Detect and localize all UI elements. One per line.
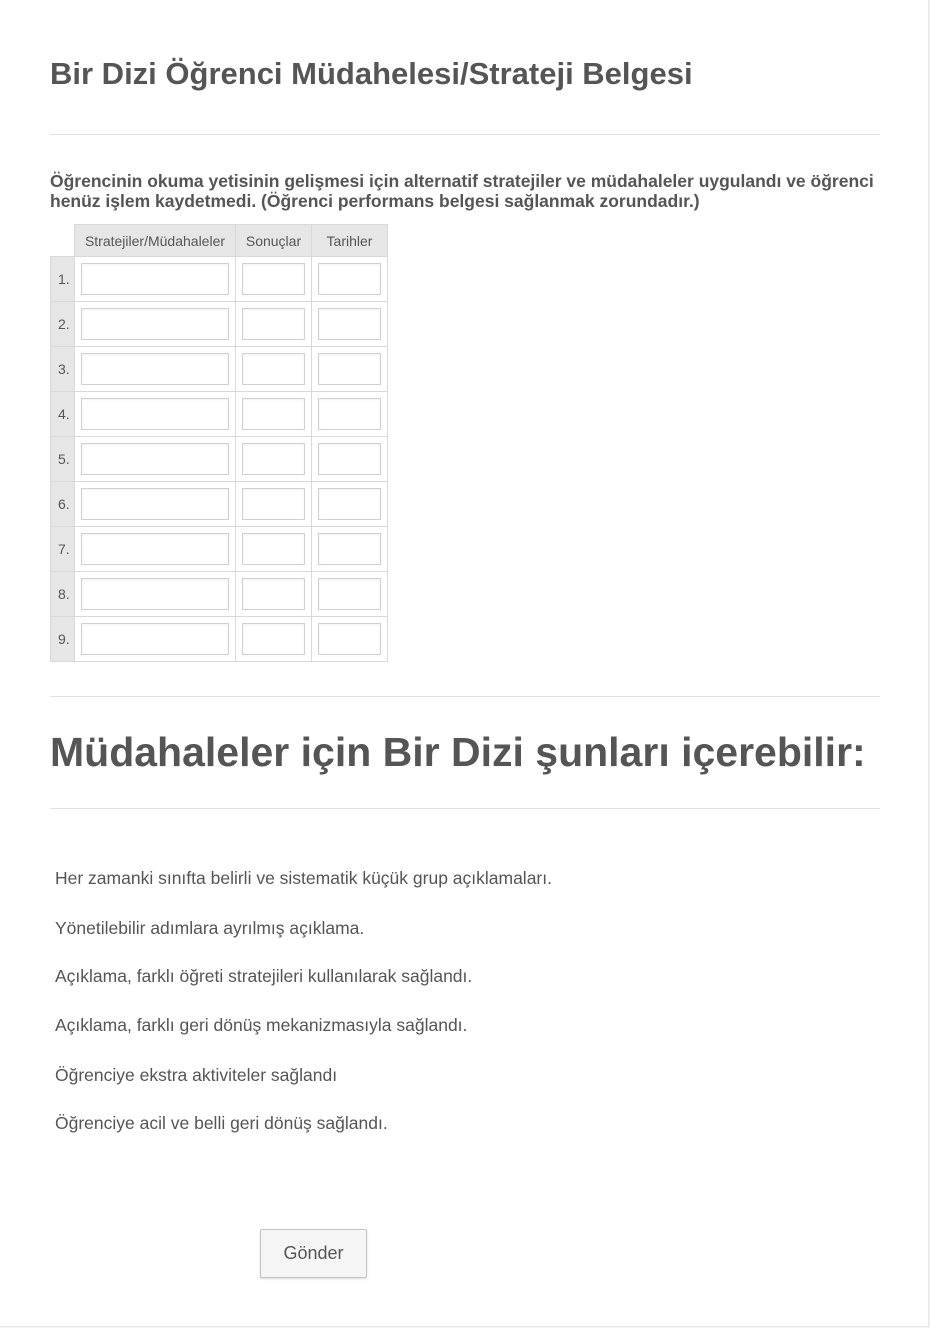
- table-row: [51, 302, 388, 347]
- list-item: Açıklama, farklı öğreti stratejileri kullanılarak sağlandı.: [55, 966, 473, 986]
- result-input-row-8[interactable]: [242, 578, 305, 610]
- table-cell: [236, 257, 312, 302]
- date-input-row-3[interactable]: [318, 353, 381, 385]
- strategy-input-row-6[interactable]: [81, 488, 229, 520]
- table-cell: [312, 572, 388, 617]
- date-input-row-8[interactable]: [318, 578, 381, 610]
- result-input-row-3[interactable]: [242, 353, 305, 385]
- table-cell: [312, 527, 388, 572]
- date-input-row-7[interactable]: [318, 533, 381, 565]
- row-label: 1.: [51, 257, 75, 302]
- date-input-row-2[interactable]: [318, 308, 381, 340]
- table-row: [51, 347, 388, 392]
- list-item: Öğrenciye acil ve belli geri dönüş sağlandı.: [55, 1113, 388, 1133]
- submit-button[interactable]: Gönder: [260, 1229, 367, 1278]
- table-cell: [75, 482, 236, 527]
- table-cell: [75, 527, 236, 572]
- section-heading: Müdahaleler için Bir Dizi şunları içerebilir:: [50, 729, 866, 775]
- table-corner: [51, 225, 75, 257]
- table-cell: [236, 437, 312, 482]
- table-cell: [312, 347, 388, 392]
- list-item: Her zamanki sınıfta belirli ve sistematik küçük grup açıklamaları.: [55, 868, 552, 888]
- list-item: Öğrenciye ekstra aktiviteler sağlandı: [55, 1065, 338, 1085]
- table-cell: [75, 302, 236, 347]
- result-input-row-9[interactable]: [242, 623, 305, 655]
- column-header-strategies: Stratejiler/Müdahaleler: [75, 225, 236, 257]
- date-input-row-5[interactable]: [318, 443, 381, 475]
- table-cell: [75, 347, 236, 392]
- table-cell: [312, 302, 388, 347]
- table-row: [51, 257, 388, 302]
- column-header-dates: Tarihler: [312, 225, 388, 257]
- table-cell: [312, 257, 388, 302]
- table-row: [51, 482, 388, 527]
- row-label: 5.: [51, 437, 75, 482]
- date-input-row-1[interactable]: [318, 263, 381, 295]
- strategy-input-row-4[interactable]: [81, 398, 229, 430]
- table-cell: [75, 437, 236, 482]
- table-cell: [236, 347, 312, 392]
- strategy-input-row-1[interactable]: [81, 263, 229, 295]
- row-label: 4.: [51, 392, 75, 437]
- table-row: [51, 527, 388, 572]
- strategy-input-row-8[interactable]: [81, 578, 229, 610]
- list-item: Yönetilebilir adımlara ayrılmış açıklama.: [55, 918, 365, 938]
- table-cell: [75, 617, 236, 662]
- input-table: [50, 224, 388, 662]
- row-label: 7.: [51, 527, 75, 572]
- strategy-input-row-3[interactable]: [81, 353, 229, 385]
- table-row: [51, 392, 388, 437]
- page-title: Bir Dizi Öğrenci Müdahelesi/Strateji Belgesi: [50, 56, 693, 91]
- table-cell: [312, 617, 388, 662]
- row-label: 2.: [51, 302, 75, 347]
- result-input-row-4[interactable]: [242, 398, 305, 430]
- row-label: 8.: [51, 572, 75, 617]
- result-input-row-2[interactable]: [242, 308, 305, 340]
- row-label: 3.: [51, 347, 75, 392]
- strategy-input-row-2[interactable]: [81, 308, 229, 340]
- table-cell: [312, 482, 388, 527]
- date-input-row-9[interactable]: [318, 623, 381, 655]
- table-cell: [236, 572, 312, 617]
- table-cell: [236, 482, 312, 527]
- divider: [50, 696, 880, 697]
- table-cell: [75, 392, 236, 437]
- row-label: 9.: [51, 617, 75, 662]
- table-cell: [236, 392, 312, 437]
- table-cell: [236, 527, 312, 572]
- column-header-results: Sonuçlar: [236, 225, 312, 257]
- table-cell: [312, 437, 388, 482]
- table-cell: [312, 392, 388, 437]
- question-label: Öğrencinin okuma yetisinin gelişmesi için alternatif stratejiler ve müdahaleler uygulandı ve öğrenci henüz işlem kaydetmedi. (Öğrenci performans belgesi sağlanmak zorundadır.): [50, 171, 874, 211]
- strategy-input-row-7[interactable]: [81, 533, 229, 565]
- table-row: [51, 617, 388, 662]
- table-cell: [236, 617, 312, 662]
- table-cell: [75, 572, 236, 617]
- list-item: Açıklama, farklı geri dönüş mekanizmasıyla sağlandı.: [55, 1015, 468, 1035]
- divider: [50, 808, 880, 809]
- result-input-row-1[interactable]: [242, 263, 305, 295]
- table-row: [51, 437, 388, 482]
- date-input-row-6[interactable]: [318, 488, 381, 520]
- table-cell: [236, 302, 312, 347]
- table-body: [51, 257, 388, 662]
- divider: [50, 134, 880, 135]
- result-input-row-7[interactable]: [242, 533, 305, 565]
- table-row: [51, 572, 388, 617]
- strategy-input-row-9[interactable]: [81, 623, 229, 655]
- result-input-row-5[interactable]: [242, 443, 305, 475]
- table-cell: [75, 257, 236, 302]
- strategy-input-row-5[interactable]: [81, 443, 229, 475]
- row-label: 6.: [51, 482, 75, 527]
- date-input-row-4[interactable]: [318, 398, 381, 430]
- result-input-row-6[interactable]: [242, 488, 305, 520]
